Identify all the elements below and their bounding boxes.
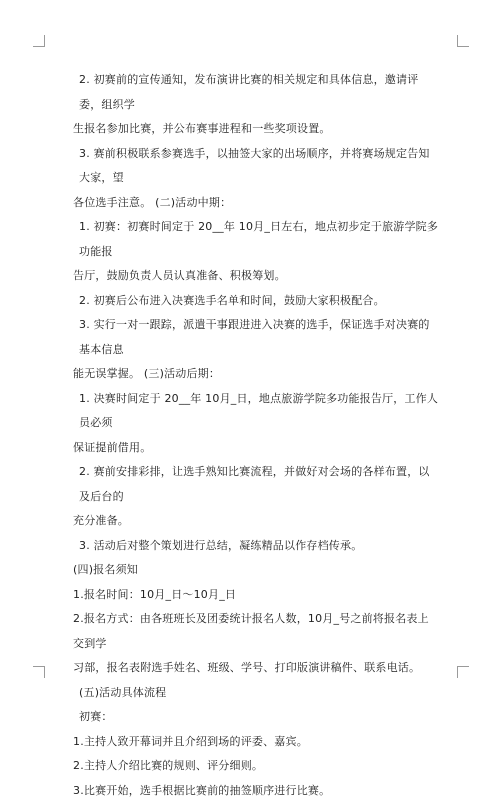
section-heading: (四)报名须知 xyxy=(73,558,439,583)
crop-mark-top-right xyxy=(457,35,469,47)
text-line: 能无误掌握。 (三)活动后期： xyxy=(73,362,439,387)
text-line: 1.主持人致开幕词并且介绍到场的评委、嘉宾。 xyxy=(73,730,439,755)
text-line: 保证提前借用。 xyxy=(73,436,439,461)
text-line: 3. 赛前积极联系参赛选手，以抽签大家的出场顺序，并将赛场规定告知大家，望 xyxy=(79,142,439,191)
text-line: 2. 初赛前的宣传通知，发布演讲比赛的相关规定和具体信息，邀请评委，组织学 xyxy=(79,68,439,117)
text-line: 2. 赛前安排彩排，让选手熟知比赛流程，并做好对会场的各样布置，以及后台的 xyxy=(79,460,439,509)
crop-mark-bottom-left xyxy=(33,666,45,678)
text-line: 2.主持人介绍比赛的规则、评分细则。 xyxy=(73,754,439,779)
document-body xyxy=(79,68,439,803)
text-line: 2. 初赛后公布进入决赛选手名单和时间，鼓励大家积极配合。 xyxy=(79,289,439,314)
section-heading: (五)活动具体流程 xyxy=(79,681,439,706)
text-line: 1.报名时间：10月_日～10月_日 xyxy=(73,583,439,608)
text-line: 3. 实行一对一跟踪，派遣干事跟进进入决赛的选手，保证选手对决赛的基本信息 xyxy=(79,313,439,362)
text-line: 充分准备。 xyxy=(73,509,439,534)
crop-mark-bottom-right xyxy=(457,666,469,678)
text-line: 习部，报名表附选手姓名、班级、学号、打印版演讲稿件、联系电话。 xyxy=(73,656,439,681)
text-line: 1. 决赛时间定于 20__年 10月_日，地点旅游学院多功能报告厅，工作人员必须 xyxy=(79,387,439,436)
text-line: 3.比赛开始，选手根据比赛前的抽签顺序进行比赛。 xyxy=(73,779,439,803)
text-line: 告厅，鼓励负责人员认真准备、积极筹划。 xyxy=(73,264,439,289)
crop-mark-top-left xyxy=(33,35,45,47)
text-line: 2.报名方式：由各班班长及团委统计报名人数，10月_号之前将报名表上交到学 xyxy=(73,607,439,656)
text-line: 3. 活动后对整个策划进行总结，凝练精品以作存档传承。 xyxy=(79,534,439,559)
text-line: 初赛： xyxy=(79,705,439,730)
text-line: 1. 初赛：初赛时间定于 20__年 10月_日左右，地点初步定于旅游学院多功能报 xyxy=(79,215,439,264)
text-line: 生报名参加比赛，并公布赛事进程和一些奖项设置。 xyxy=(73,117,439,142)
text-line: 各位选手注意。 (二)活动中期： xyxy=(73,191,439,216)
